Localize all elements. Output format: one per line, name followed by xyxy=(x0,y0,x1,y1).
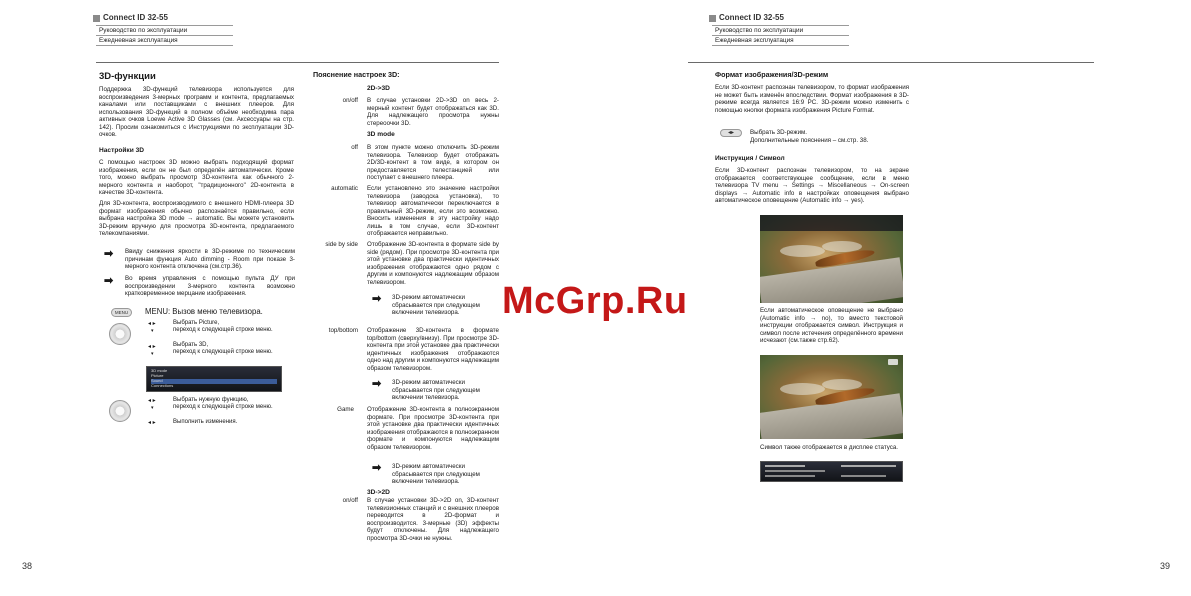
status-line xyxy=(841,465,896,467)
option-label: off xyxy=(351,144,358,151)
header-title: Connect ID 32-55 xyxy=(103,13,168,22)
menu-instruction: MENU: Вызов меню телевизора. xyxy=(145,307,263,316)
step-text: Выбрать нужную функцию, переход к следующей строке меню. xyxy=(173,397,273,411)
photo-wing xyxy=(780,383,825,395)
note-text: Во время управления с помощью пульта ДУ при воспроизведении 3-мерного контента возможно кратковременное мерцание изображения. xyxy=(125,275,295,298)
note-text: 3D-режим автоматически сбрасывается при следующем включении телевизора. xyxy=(392,379,480,402)
settings-paragraph: С помощью настроек 3D можно выбрать подходящий формат изображения, если он не был определён автоматически. Кроме того, можно выбрать просмотр 3D-контента как обычного 2-мерного контента и наоборот, "традиционного" 2D-контента в качестве 3D-контента. xyxy=(99,159,294,197)
header-title: Connect ID 32-55 xyxy=(719,13,784,22)
instruction-heading: Инструкция / Символ xyxy=(715,155,785,162)
option-text: Если установлено это значение настройки телевизора (заводска установка), то телевизор автоматически переключается в правильный 3D-режим, если это возможно. Вносить изменения в эту настройку надо лишь в том случае, если 3D-контент отображается неправильно. xyxy=(367,185,499,238)
picture-format-button-icon: ◂▸ xyxy=(720,129,742,137)
arrow-keys-icon: ◂ ▸ xyxy=(148,321,156,327)
note-arrow-icon: ➡ xyxy=(372,378,382,390)
option-label: automatic xyxy=(331,185,358,192)
header-divider xyxy=(712,25,849,26)
sub-heading: 2D->3D xyxy=(367,85,390,92)
page-number: 38 xyxy=(22,561,33,571)
osd-menu-screenshot xyxy=(146,366,282,392)
option-text: В случае установки 3D->2D on, 3D-контент телевизионных станций и с внешних плееров переводится в 2D-формат и воспроизводится. 3-мерные (3D) эффекты будут отключены. Для надлежащего просмотра 3D-очки не нужны. xyxy=(367,497,499,542)
arrow-keys-icon: ◂ ▸ xyxy=(148,398,156,404)
menu-button-icon: MENU xyxy=(111,308,132,317)
dragonfly-photo-with-symbol xyxy=(760,355,903,439)
osd-row-selected: Sound xyxy=(151,379,277,384)
arrow-down-icon: ▾ xyxy=(151,351,154,357)
note-arrow-icon: ➡ xyxy=(372,462,382,474)
dpad-icon xyxy=(109,323,131,345)
settings-heading: Настройки 3D xyxy=(99,147,145,154)
status-line xyxy=(765,465,805,467)
status-line xyxy=(765,470,825,472)
header-sub2: Ежедневная эксплуатация xyxy=(99,37,178,44)
header-left xyxy=(93,13,168,23)
step-text: Выполнить изменения. xyxy=(173,419,238,425)
header-divider xyxy=(96,35,233,36)
osd-row: Picture xyxy=(151,373,164,378)
photo-wing xyxy=(780,245,825,257)
sub-heading: 3D->2D xyxy=(367,489,390,496)
format-step-text: Выбрать 3D-режим. Дополнительные пояснения – см.стр. 38. xyxy=(750,129,869,144)
dpad-icon xyxy=(109,400,131,422)
page-top-rule xyxy=(688,62,1094,63)
option-label: Game xyxy=(337,406,354,413)
header-right xyxy=(709,13,784,23)
header-sub1: Руководство по эксплуатации xyxy=(99,27,188,34)
step-text: Выбрать 3D, переход к следующей строке меню. xyxy=(173,342,273,356)
option-label: side by side xyxy=(325,241,358,248)
osd-row: Connections xyxy=(151,383,174,388)
photo-caption: Если автоматическое оповещение не выбрано (Automatic info → no), то вместо текстовой инструкции отображается символ. Инструкция и символ после истечения определённого времени исчезают (см.также стр.62). xyxy=(760,307,903,345)
option-text: Отображение 3D-контента в формате side by side (рядом). При просмотре 3D-контента при этой установке два практически идентичных изображения отображаются одно рядом с другим и компонуются надлежащим образом телевизором. xyxy=(367,241,499,286)
instruction-paragraph: Если 3D-контент распознан телевизором, то на экране отображается соответствующее сообщение, если в меню телевизора TV menu → Settings → Miscellaneous → On-screen displays → Automatic info в настройках оповещения выбрано автоматическое оповещение (Automatic info → yes). xyxy=(715,167,909,205)
option-label: on/off xyxy=(342,497,358,504)
photo-caption: Символ также отображается в дисплее статуса. xyxy=(760,444,898,451)
header-sub1: Руководство по эксплуатации xyxy=(715,27,804,34)
header-square-icon xyxy=(709,15,716,22)
header-square-icon xyxy=(93,15,100,22)
header-divider xyxy=(96,25,233,26)
dragonfly-photo-with-message xyxy=(760,215,903,303)
sub-heading: 3D mode xyxy=(367,131,395,138)
3d-symbol-icon xyxy=(888,359,898,365)
format-title: Формат изображения/3D-режим xyxy=(715,70,829,79)
option-text: Отображение 3D-контента в формате top/bottom (сверху/внизу). При просмотре 3D-контента при этой установке два практически идентичных изображения отображаются одно над другим и компонуются надлежащим образом телевизором. xyxy=(367,327,499,372)
arrow-down-icon: ▾ xyxy=(151,328,154,334)
note-arrow-icon: ➡ xyxy=(104,275,114,287)
explanation-title: Пояснение настроек 3D: xyxy=(313,70,400,79)
page-top-rule xyxy=(96,62,499,63)
note-text: 3D-режим автоматически сбрасывается при следующем включении телевизора. xyxy=(392,463,480,486)
step-text: Выбрать Picture, переход к следующей строке меню. xyxy=(173,320,273,334)
note-arrow-icon: ➡ xyxy=(104,248,114,260)
arrow-keys-icon: ◂ ▸ xyxy=(148,344,156,350)
option-text: В случае установки 2D->3D on весь 2-мерный контент будет отображаться как 3D. Для надлежащего просмотра нужны стереоочки 3D. xyxy=(367,97,499,127)
status-line xyxy=(765,475,815,477)
header-sub2: Ежедневная эксплуатация xyxy=(715,37,794,44)
settings-paragraph: Для 3D-контента, воспроизводимого с внешнего HDMI-плеера 3D формат изображения обычно распознаётся правильно, если выбрана настройка 3D mode → automatic. Вы можете установить 3D-режим вручную для просмотра 3D-контента, предлагаемого телекомпаниями. xyxy=(99,200,294,238)
option-text: В этом пункте можно отключить 3D-режим телевизора. Телевизор будет отображать 2D/3D-контент в том виде, в котором он предоставляется телестанцией или поступает с внешнего плеера. xyxy=(367,144,499,182)
format-paragraph: Если 3D-контент распознан телевизором, то формат изображения не может быть изменён впоследствии. Формат изображения в 3D-режиме всегда является 16:9 PC. 3D-режим можно изменить с помощью кнопки формата изображения Picture Format. xyxy=(715,84,909,114)
option-label: top/bottom xyxy=(328,327,358,334)
header-divider xyxy=(712,35,849,36)
status-display-screenshot xyxy=(760,461,903,482)
page-number: 39 xyxy=(1160,561,1171,571)
option-label: on/off xyxy=(342,97,358,104)
intro-paragraph: Поддержка 3D-функций телевизора используется для воспроизведения 3-мерных программ и контента, предлагаемых каналами или поставщиками с внешних плееров. Для использования 3D-функций в полном объёме необходима пара активных очков Loewe Active 3D Glasses (см. Аксессуары на стр. 142). Просим ознакомиться с Инструкциями по эксплуатации 3D-очков. xyxy=(99,86,294,139)
arrow-keys-icon: ◂ ▸ xyxy=(148,420,156,426)
osd-row: 3D mode xyxy=(151,368,168,373)
note-text: 3D-режим автоматически сбрасывается при следующем включении телевизора. xyxy=(392,294,480,317)
header-divider xyxy=(96,45,233,46)
header-divider xyxy=(712,45,849,46)
note-arrow-icon: ➡ xyxy=(372,293,382,305)
option-text: Отображение 3D-контента в полноэкранном формате. При просмотре 3D-контента при этой установке два практически идентичных изображения отображаются в полноэкранном формате и компонуются надлежащим образом телевизором. xyxy=(367,406,499,451)
osd-message-bar xyxy=(760,215,903,231)
note-text: Ввиду снижения яркости в 3D-режиме по техническим причинам функция Auto dimming - Room при показе 3-мерного контента отключена (см.стр.36). xyxy=(125,248,295,271)
status-line xyxy=(841,475,886,477)
arrow-down-icon: ▾ xyxy=(151,405,154,411)
section-title: 3D-функции xyxy=(99,71,156,82)
watermark-text: McGrp.Ru xyxy=(502,280,688,322)
